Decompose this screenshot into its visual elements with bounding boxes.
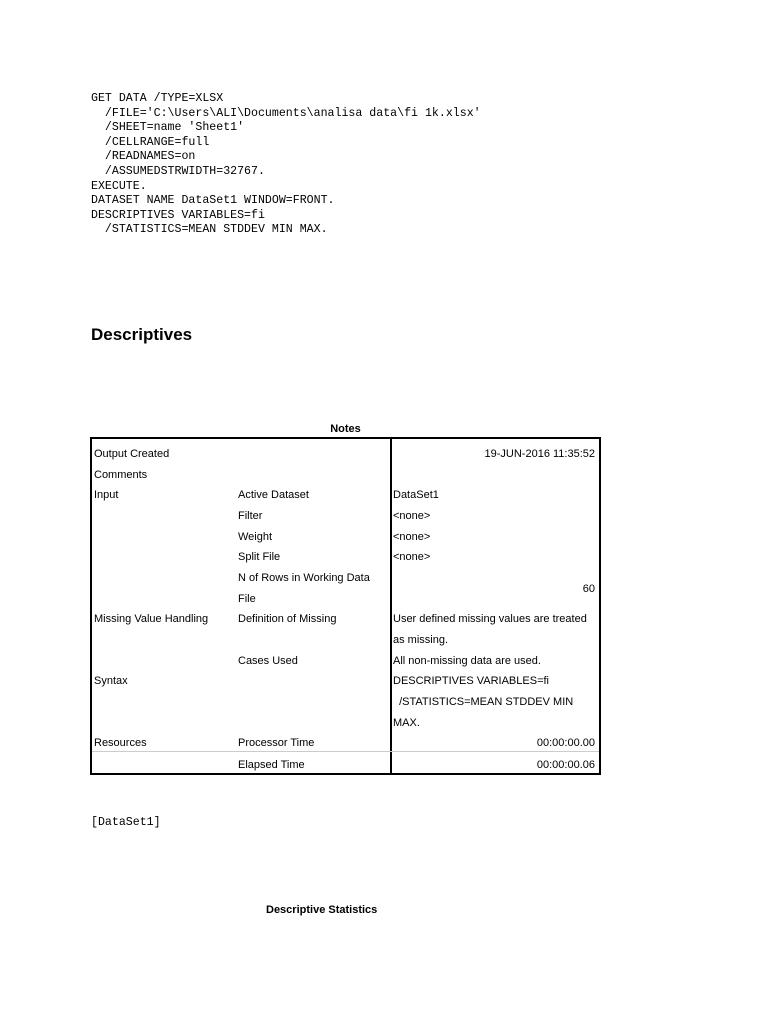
value-definition-of-missing: User defined missing values are treated [393,613,587,625]
value-syntax-line1: DESCRIPTIVES VARIABLES=fi [393,675,549,687]
sub-label-weight: Weight [238,531,273,543]
section-heading: Descriptives [91,325,193,344]
value-filter: <none> [393,510,431,522]
syntax-line: /STATISTICS=MEAN STDDEV MIN MAX. [91,223,328,237]
syntax-line: /READNAMES=on [91,150,196,164]
syntax-line: /ASSUMEDSTRWIDTH=32767. [91,164,265,178]
row-label-syntax: Syntax [94,675,128,687]
row-divider [92,751,599,752]
sub-label-n-rows-cont: File [238,593,256,605]
sub-label-processor-time: Processor Time [238,737,315,749]
row-label-output-created: Output Created [94,448,170,460]
row-label-input: Input [94,489,119,501]
row-label-comments: Comments [94,469,148,481]
value-syntax-line2: /STATISTICS=MEAN STDDEV MIN [393,696,574,708]
syntax-line: EXECUTE. [91,179,147,193]
row-label-missing-value-handling: Missing Value Handling [94,613,209,625]
sub-label-split-file: Split File [238,551,281,563]
dataset-tag: [DataSet1] [91,816,161,829]
syntax-block [91,92,481,238]
sub-label-active-dataset: Active Dataset [238,489,309,501]
sub-label-elapsed-time: Elapsed Time [238,759,305,771]
syntax-line: /FILE='C:\Users\ALI\Documents\analisa data\fi 1k.xlsx' [91,106,481,120]
syntax-line: /SHEET=name 'Sheet1' [91,121,245,135]
value-output-created: 19-JUN-2016 11:35:52 [484,448,595,460]
value-definition-of-missing-cont: as missing. [393,634,449,646]
syntax-line: /CELLRANGE=full [91,135,210,149]
notes-table-title: Notes [330,423,361,435]
notes-table [90,437,601,775]
value-split-file: <none> [393,551,431,563]
syntax-line: DESCRIPTIVES VARIABLES=fi [91,208,265,222]
value-syntax-line3: MAX. [393,717,420,729]
row-label-resources: Resources [94,737,147,749]
value-n-rows: 60 [582,583,595,595]
value-active-dataset: DataSet1 [393,489,439,501]
syntax-line: GET DATA /TYPE=XLSX [91,92,224,105]
sub-label-n-rows: N of Rows in Working Data [238,572,370,584]
value-weight: <none> [393,531,431,543]
value-cases-used: All non-missing data are used. [393,655,541,667]
syntax-line: DATASET NAME DataSet1 WINDOW=FRONT. [91,194,335,208]
value-elapsed-time: 00:00:00.06 [536,759,595,771]
sub-label-cases-used: Cases Used [238,655,298,667]
sub-label-filter: Filter [238,510,263,522]
sub-label-definition-of-missing: Definition of Missing [238,613,337,625]
column-divider [390,439,392,773]
descriptive-statistics-title: Descriptive Statistics [266,904,378,916]
value-processor-time: 00:00:00.00 [536,737,595,749]
